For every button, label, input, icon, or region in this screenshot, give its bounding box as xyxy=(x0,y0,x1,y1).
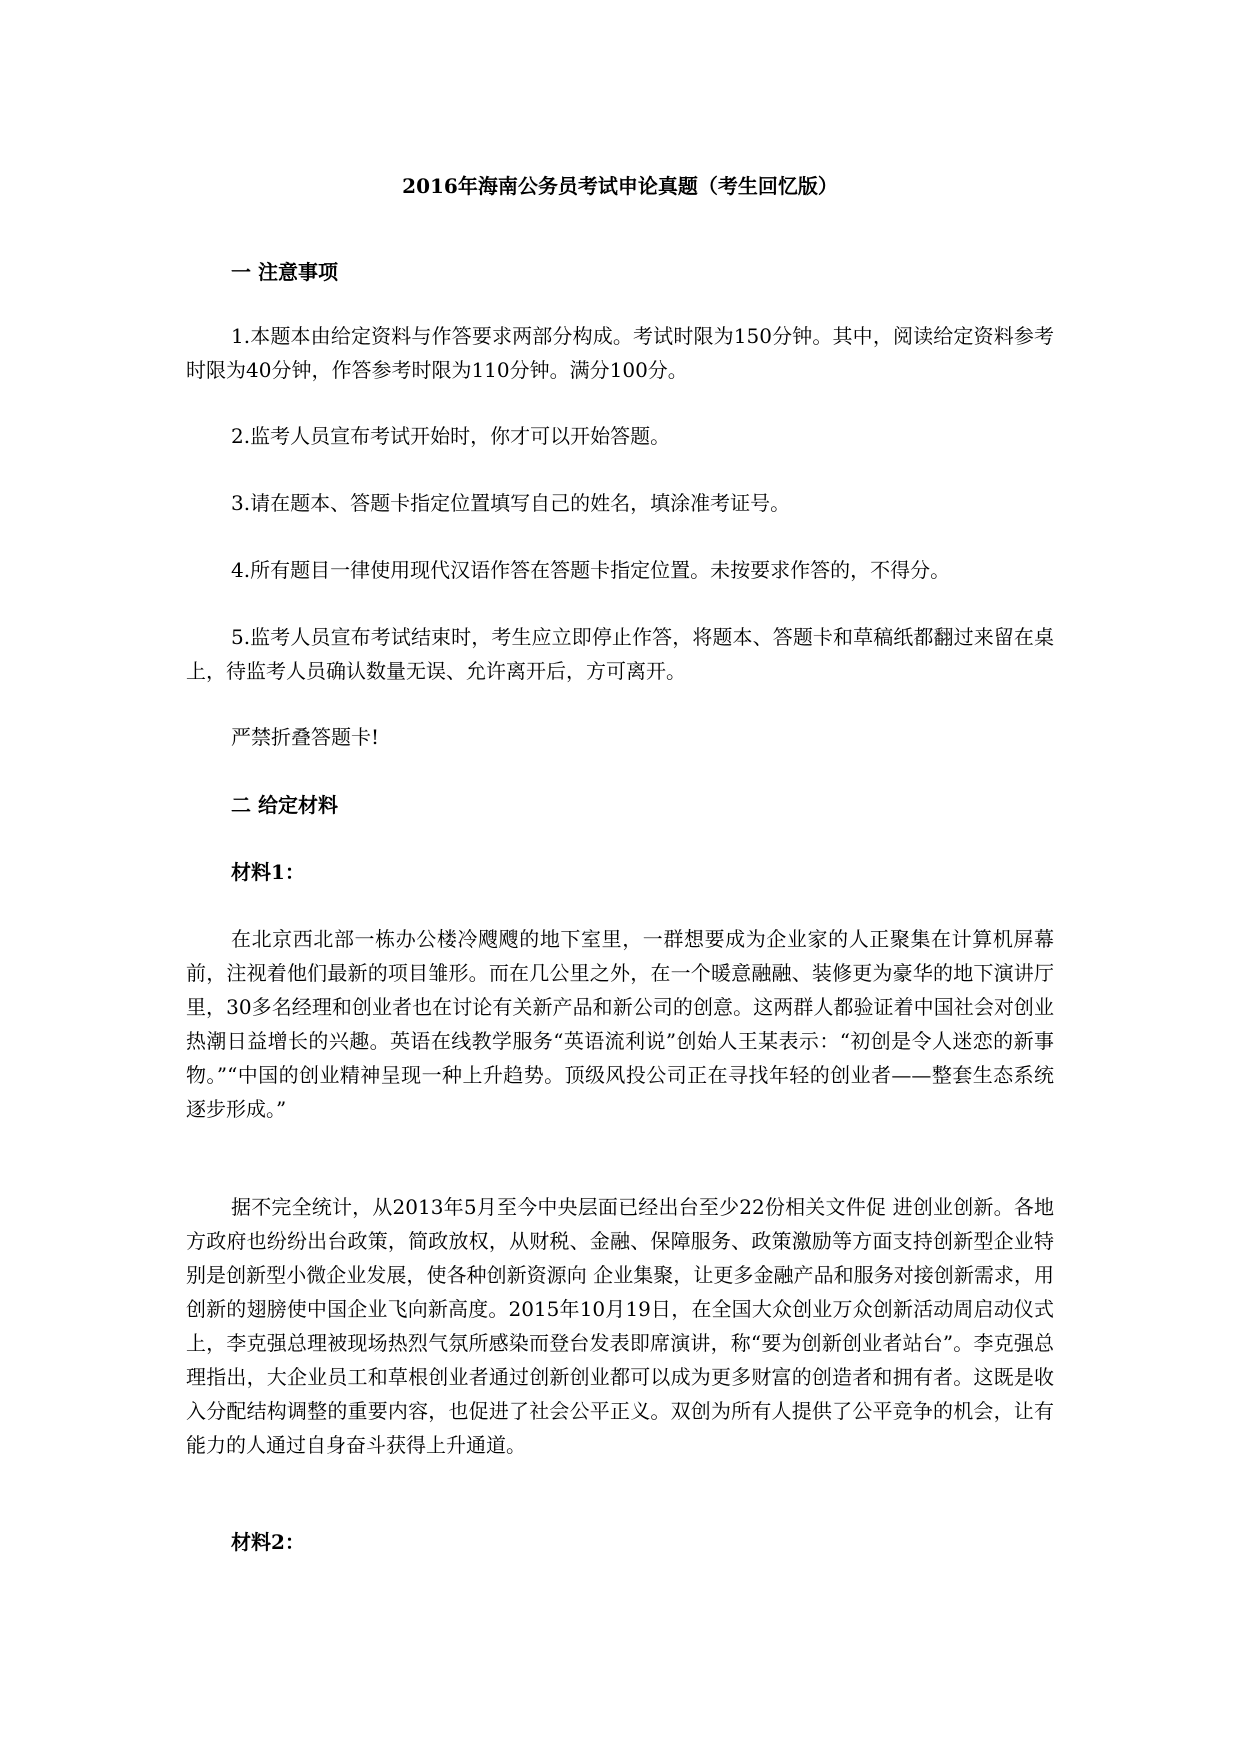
note-item-1: 1.本题本由给定资料与作答要求两部分构成。考试时限为150分钟。其中，阅读给定资料参考时限为40分钟，作答参考时限为110分钟。满分100分。 xyxy=(186,324,1054,382)
material-1-paragraph-2: 据不完全统计，从2013年5月至今中央层面已经出台至少22份相关文件促 进创业创新。各地方政府也纷纷出台政策，简政放权，从财税、金融、保障服务、政策激励等方面支持创新型企业特别是创新型小微企业发展，使各种创新资源向 企业集聚，让更多金融产品和服务对接创新需求，用创新的翅膀使中国企业飞向新高度。2015年10月19日，在全国大众创业万众创新活动周启动仪式上，李克强总理被现场热烈气氛所感染而登台发表即席演讲，称“要为创新创业者站台”。李克强总理指出，大企业员工和草根创业者通过创新创业都可以成为更多财富的创造者和拥有者。这既是收入分配结构调整的重要内容，也促进了社会公平正义。双创为所有人提供了公平竞争的机会，让有能力的人通过自身奋斗获得上升通道。 xyxy=(186,1195,1054,1457)
note-item-2: 2.监考人员宣布考试开始时，你才可以开始答题。 xyxy=(231,424,671,448)
section-heading-materials: 二 给定材料 xyxy=(231,793,338,817)
material-1-paragraph-1: 在北京西北部一栋办公楼冷飕飕的地下室里，一群想要成为企业家的人正聚集在计算机屏幕前，注视着他们最新的项目雏形。而在几公里之外，在一个暖意融融、装修更为豪华的地下演讲厅里，30多名经理和创业者也在讨论有关新产品和新公司的创意。这两群人都验证着中国社会对创业热潮日益增长的兴趣。英语在线教学服务“英语流利说”创始人王某表示：“初创是令人迷恋的新事物。”“中国的创业精神呈现一种上升趋势。顶级风投公司正在寻找年轻的创业者——整套生态系统逐步形成。” xyxy=(186,927,1054,1121)
note-item-4: 4.所有题目一律使用现代汉语作答在答题卡指定位置。未按要求作答的，不得分。 xyxy=(231,558,951,582)
material-2-label: 材料2： xyxy=(231,1530,305,1554)
note-item-5: 5.监考人员宣布考试结束时，考生应立即停止作答，将题本、答题卡和草稿纸都翻过来留在桌上，待监考人员确认数量无误、允许离开后，方可离开。 xyxy=(186,625,1054,683)
section-heading-notes: 一 注意事项 xyxy=(231,260,338,284)
material-1-label: 材料1： xyxy=(231,860,305,884)
fold-warning: 严禁折叠答题卡! xyxy=(231,725,380,749)
document-title: 2016年海南公务员考试申论真题（考生回忆版） xyxy=(402,174,838,198)
note-item-3: 3.请在题本、答题卡指定位置填写自己的姓名，填涂准考证号。 xyxy=(231,491,791,515)
